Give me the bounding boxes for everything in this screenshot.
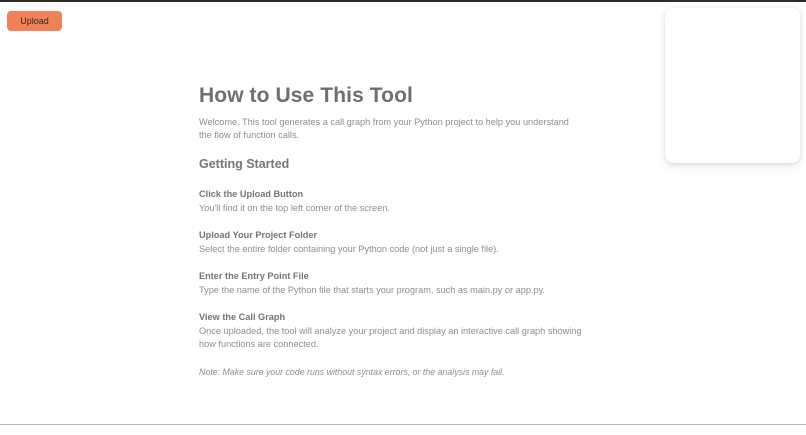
intro-text: Welcome. This tool generates a call graph from your Python project to help you understand the flow of function calls. (199, 117, 569, 140)
bottom-divider (0, 424, 806, 425)
step-item (199, 229, 584, 256)
upload-button[interactable]: Upload (7, 11, 62, 31)
step-description: Type the name of the Python file that starts your program, such as main.py or app.py. (199, 285, 546, 296)
step-description: Once uploaded, the tool will analyze your project and display an interactive call graph showing how functions are connected. (199, 326, 582, 349)
step-item (199, 311, 584, 351)
page-title: How to Use This Tool (199, 84, 413, 107)
note-text: Note: Make sure your code runs without syntax errors, or the analysis may fail. (199, 366, 505, 377)
section-title-getting-started: Getting Started (199, 156, 290, 171)
step-item (199, 188, 584, 215)
step-title: Click the Upload Button (199, 188, 304, 199)
step-title: View the Call Graph (199, 311, 286, 322)
top-divider (0, 0, 806, 2)
step-description: Select the entire folder containing your Python code (not just a single file). (199, 244, 499, 255)
step-title: Enter the Entry Point File (199, 270, 309, 281)
step-title: Upload Your Project Folder (199, 229, 318, 240)
step-description: You'll find it on the top left corner of the screen. (199, 202, 390, 213)
instructions-panel (199, 84, 584, 378)
step-item (199, 270, 584, 297)
side-panel (665, 8, 800, 163)
